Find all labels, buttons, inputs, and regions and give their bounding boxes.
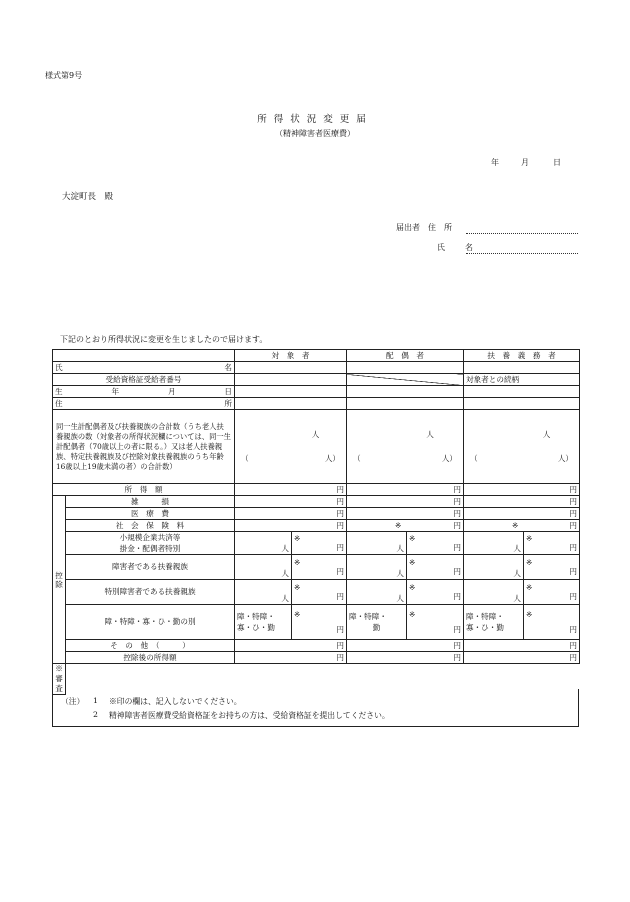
unit-yen: 円 <box>336 624 344 634</box>
form-number: 様式第9号 <box>45 71 83 80</box>
unit-person: 人 <box>281 569 289 578</box>
unit-yen: 円 <box>453 566 461 576</box>
birth-label-c: 月 <box>167 386 176 396</box>
category-line-1: 障・特障・ <box>349 612 387 621</box>
subject-dependents-field[interactable] <box>235 410 347 484</box>
name-label-b: 名 <box>224 362 232 372</box>
subject-social-field[interactable] <box>235 520 347 532</box>
category-line-2: 寡・ひ・勤 <box>466 623 504 632</box>
special-disabled-label: 特別障害者である扶養親族 <box>66 580 235 605</box>
misc-loss-label: 雑 損 <box>66 496 235 508</box>
unit-person: 人 <box>513 569 521 578</box>
col-obligor-header: 扶 養 義 務 者 <box>464 350 580 362</box>
unit-yen: 円 <box>336 566 344 576</box>
unit-yen: 円 <box>569 484 577 494</box>
other-label: そ の 他 （ ） <box>66 640 235 652</box>
obligor-address-field[interactable] <box>464 398 580 410</box>
mark: ※ <box>294 609 301 619</box>
subject-category-cell[interactable] <box>235 605 292 640</box>
small-business-label-1: 小規模企業共済等 <box>119 533 181 542</box>
categories-label: 障・特障・寡・ひ・勤の別 <box>66 605 235 640</box>
recipient: 大淀町長 殿 <box>62 192 114 202</box>
misc-loss-row <box>53 496 580 508</box>
deduction-label: 控除 <box>53 496 66 664</box>
income-label: 所 得 額 <box>53 484 235 496</box>
income-status-table <box>52 349 580 695</box>
obligor-dependents-field[interactable] <box>464 410 580 484</box>
small-business-label <box>66 532 235 555</box>
subject-birth-field[interactable] <box>235 386 347 398</box>
subject-after-field[interactable] <box>235 652 347 664</box>
unit-yen: 円 <box>453 624 461 634</box>
spouse-birth-field[interactable] <box>347 386 464 398</box>
unit-yen: 円 <box>569 652 577 662</box>
obligor-social-field[interactable] <box>464 520 580 532</box>
categories-row <box>53 605 580 640</box>
spouse-medical-field[interactable] <box>347 508 464 520</box>
date-month-label: 月 <box>521 158 529 167</box>
col-subject-header: 対 象 者 <box>235 350 347 362</box>
intro-text: 下記のとおり所得状況に変更を生じましたので届けます。 <box>60 335 268 344</box>
category-line-1: 障・特障・ <box>237 612 275 621</box>
date-day-label: 日 <box>553 158 561 167</box>
subject-paren-open: （ <box>241 453 249 463</box>
unit-person: 人 <box>396 544 404 553</box>
unit-yen: 円 <box>569 640 577 650</box>
spouse-paren-open: （ <box>353 453 361 463</box>
unit-person: 人 <box>281 544 289 553</box>
unit-yen: 円 <box>336 484 344 494</box>
mark: ※ <box>294 533 301 543</box>
subject-category-amount[interactable] <box>292 605 347 640</box>
obligor-small-biz-amount[interactable] <box>524 532 580 555</box>
certificate-row <box>53 374 580 386</box>
unit-yen: 円 <box>336 508 344 518</box>
subject-dependents-unit: 人 <box>311 429 320 439</box>
date-year-label: 年 <box>491 158 499 167</box>
mark: ※ <box>409 533 416 543</box>
unit-person: 人 <box>396 569 404 578</box>
spouse-category-amount[interactable] <box>407 605 464 640</box>
spouse-after-field[interactable] <box>347 652 464 664</box>
birth-row <box>53 386 580 398</box>
subject-special-amount[interactable] <box>292 580 347 605</box>
unit-yen: 円 <box>336 542 344 552</box>
mark: ※ <box>395 520 402 530</box>
unit-yen: 円 <box>569 508 577 518</box>
applicant-name-label: 氏 名 <box>437 243 479 252</box>
mark: ※ <box>294 557 301 567</box>
obligor-birth-field[interactable] <box>464 386 580 398</box>
unit-yen: 円 <box>569 496 577 506</box>
spouse-certificate-struck <box>347 374 464 386</box>
unit-yen: 円 <box>569 542 577 552</box>
review-label: ※ 審 査 <box>53 664 66 695</box>
applicant-name-field[interactable] <box>466 253 578 254</box>
category-line-2: 勤 <box>372 623 381 632</box>
certificate-label: 受給資格証受給者番号 <box>53 374 235 386</box>
spouse-special-amount[interactable] <box>407 580 464 605</box>
unit-yen: 円 <box>453 652 461 662</box>
spouse-other-field[interactable] <box>347 640 464 652</box>
note-1-number: 1 <box>93 696 98 705</box>
name-label <box>53 362 235 374</box>
spouse-small-biz-count[interactable] <box>347 532 407 555</box>
disabled-dependents-label: 障害者である扶養親族 <box>66 555 235 580</box>
name-label-a: 氏 <box>55 362 63 372</box>
relation-label: 対象者との続柄 <box>466 374 520 384</box>
spouse-disabled-amount[interactable] <box>407 555 464 580</box>
obligor-paren-unit: 人） <box>557 453 573 463</box>
mark: ※ <box>512 520 519 530</box>
unit-yen: 円 <box>569 624 577 634</box>
medical-row <box>53 508 580 520</box>
small-business-label-2: 掛金・配偶者特別 <box>119 544 181 553</box>
unit-yen: 円 <box>453 640 461 650</box>
address-row <box>53 398 580 410</box>
subject-other-field[interactable] <box>235 640 347 652</box>
subject-disabled-count[interactable] <box>235 555 292 580</box>
spouse-dependents-field[interactable] <box>347 410 464 484</box>
special-disabled-row <box>53 580 580 605</box>
spouse-address-field[interactable] <box>347 398 464 410</box>
obligor-relation-cell[interactable] <box>464 374 580 386</box>
mark: ※ <box>409 609 416 619</box>
subject-medical-field[interactable] <box>235 508 347 520</box>
address-label <box>53 398 235 410</box>
mark: ※ <box>409 557 416 567</box>
medical-label: 医 療 費 <box>66 508 235 520</box>
obligor-special-amount[interactable] <box>524 580 580 605</box>
social-insurance-row <box>53 520 580 532</box>
notes-label: （注） <box>61 697 85 706</box>
notes-box <box>52 689 579 727</box>
obligor-after-field[interactable] <box>464 652 580 664</box>
form-subtitle: （精神障害者医療費） <box>275 129 355 138</box>
unit-person: 人 <box>281 594 289 603</box>
obligor-income-field[interactable] <box>464 484 580 496</box>
header-row <box>53 350 580 362</box>
subject-disabled-amount[interactable] <box>292 555 347 580</box>
spouse-misc-loss-field[interactable] <box>347 496 464 508</box>
category-line-1: 障・特障・ <box>466 612 504 621</box>
subject-address-field[interactable] <box>235 398 347 410</box>
disabled-dependents-row <box>53 555 580 580</box>
obligor-misc-loss-field[interactable] <box>464 496 580 508</box>
spouse-name-field[interactable] <box>347 362 464 374</box>
unit-yen: 円 <box>453 484 461 494</box>
income-row <box>53 484 580 496</box>
address-label-b: 所 <box>224 398 232 408</box>
subject-small-biz-count[interactable] <box>235 532 292 555</box>
unit-yen: 円 <box>336 520 344 530</box>
subject-misc-loss-field[interactable] <box>235 496 347 508</box>
header-blank <box>53 350 235 362</box>
mark: ※ <box>526 609 533 619</box>
obligor-small-biz-count[interactable] <box>464 532 524 555</box>
unit-yen: 円 <box>569 566 577 576</box>
mark: ※ <box>409 582 416 592</box>
after-deduction-row <box>53 652 580 664</box>
obligor-category-amount[interactable] <box>524 605 580 640</box>
obligor-paren-open: （ <box>470 453 478 463</box>
obligor-dependents-unit: 人 <box>542 429 551 439</box>
unit-yen: 円 <box>453 591 461 601</box>
unit-person: 人 <box>396 594 404 603</box>
subject-special-count[interactable] <box>235 580 292 605</box>
subject-small-biz-amount[interactable] <box>292 532 347 555</box>
spouse-category-cell[interactable] <box>347 605 407 640</box>
unit-yen: 円 <box>453 520 461 530</box>
spouse-social-field[interactable] <box>347 520 464 532</box>
form-title: 所得状況変更届 <box>257 114 373 125</box>
unit-yen: 円 <box>336 640 344 650</box>
mark: ※ <box>294 582 301 592</box>
obligor-other-field[interactable] <box>464 640 580 652</box>
spouse-dependents-unit: 人 <box>426 429 434 439</box>
unit-person: 人 <box>513 594 521 603</box>
unit-yen: 円 <box>336 496 344 506</box>
note-2-text: 精神障害者医療費受給資格証をお持ちの方は、受給資格証を提出してください。 <box>109 711 390 720</box>
category-line-2: 寡・ひ・勤 <box>237 623 275 632</box>
birth-label-a: 生 <box>55 386 63 396</box>
birth-label-b: 年 <box>111 386 120 396</box>
subject-name-field[interactable] <box>235 362 347 374</box>
unit-yen: 円 <box>453 508 461 518</box>
subject-income-field[interactable] <box>235 484 347 496</box>
social-insurance-label: 社 会 保 険 料 <box>66 520 235 532</box>
address-label-a: 住 <box>55 398 63 408</box>
name-row <box>53 362 580 374</box>
spouse-paren-unit: 人） <box>441 453 457 463</box>
applicant-address-field[interactable] <box>466 233 578 234</box>
obligor-special-count[interactable] <box>464 580 524 605</box>
unit-yen: 円 <box>569 591 577 601</box>
col-spouse-header: 配 偶 者 <box>347 350 464 362</box>
unit-yen: 円 <box>453 496 461 506</box>
unit-yen: 円 <box>336 652 344 662</box>
small-business-row <box>53 532 580 555</box>
unit-yen: 円 <box>453 542 461 552</box>
mark: ※ <box>526 557 533 567</box>
subject-certificate-field[interactable] <box>235 374 347 386</box>
dependents-row <box>53 410 580 484</box>
unit-person: 人 <box>513 544 521 553</box>
obligor-category-cell[interactable] <box>464 605 524 640</box>
spouse-income-field[interactable] <box>347 484 464 496</box>
after-deduction-label: 控除後の所得額 <box>66 652 235 664</box>
dependents-label: 同一生計配偶者及び扶養親族の合計数（うち老人扶養親族の数（対象者の所得状況欄については、同一生計配偶者（70歳以上の者に限る。）又は老人扶養親族、特定扶養親族及び控除対象扶養親族のうち年齢16歳以上19歳未満の者）の合計数） <box>53 410 235 484</box>
mark: ※ <box>526 533 533 543</box>
spouse-disabled-count[interactable] <box>347 555 407 580</box>
mark: ※ <box>526 582 533 592</box>
obligor-disabled-amount[interactable] <box>524 555 580 580</box>
subject-paren-unit: 人） <box>324 453 340 463</box>
other-row <box>53 640 580 652</box>
obligor-disabled-count[interactable] <box>464 555 524 580</box>
birth-label-d: 日 <box>224 386 232 396</box>
applicant-address-label: 届出者 住 所 <box>396 223 452 232</box>
note-2-number: 2 <box>93 710 98 719</box>
unit-yen: 円 <box>569 520 577 530</box>
spouse-special-count[interactable] <box>347 580 407 605</box>
obligor-name-field[interactable] <box>464 362 580 374</box>
unit-yen: 円 <box>336 591 344 601</box>
spouse-small-biz-amount[interactable] <box>407 532 464 555</box>
obligor-medical-field[interactable] <box>464 508 580 520</box>
note-1-text: ※印の欄は、記入しないでください。 <box>109 697 242 706</box>
birth-label <box>53 386 235 398</box>
